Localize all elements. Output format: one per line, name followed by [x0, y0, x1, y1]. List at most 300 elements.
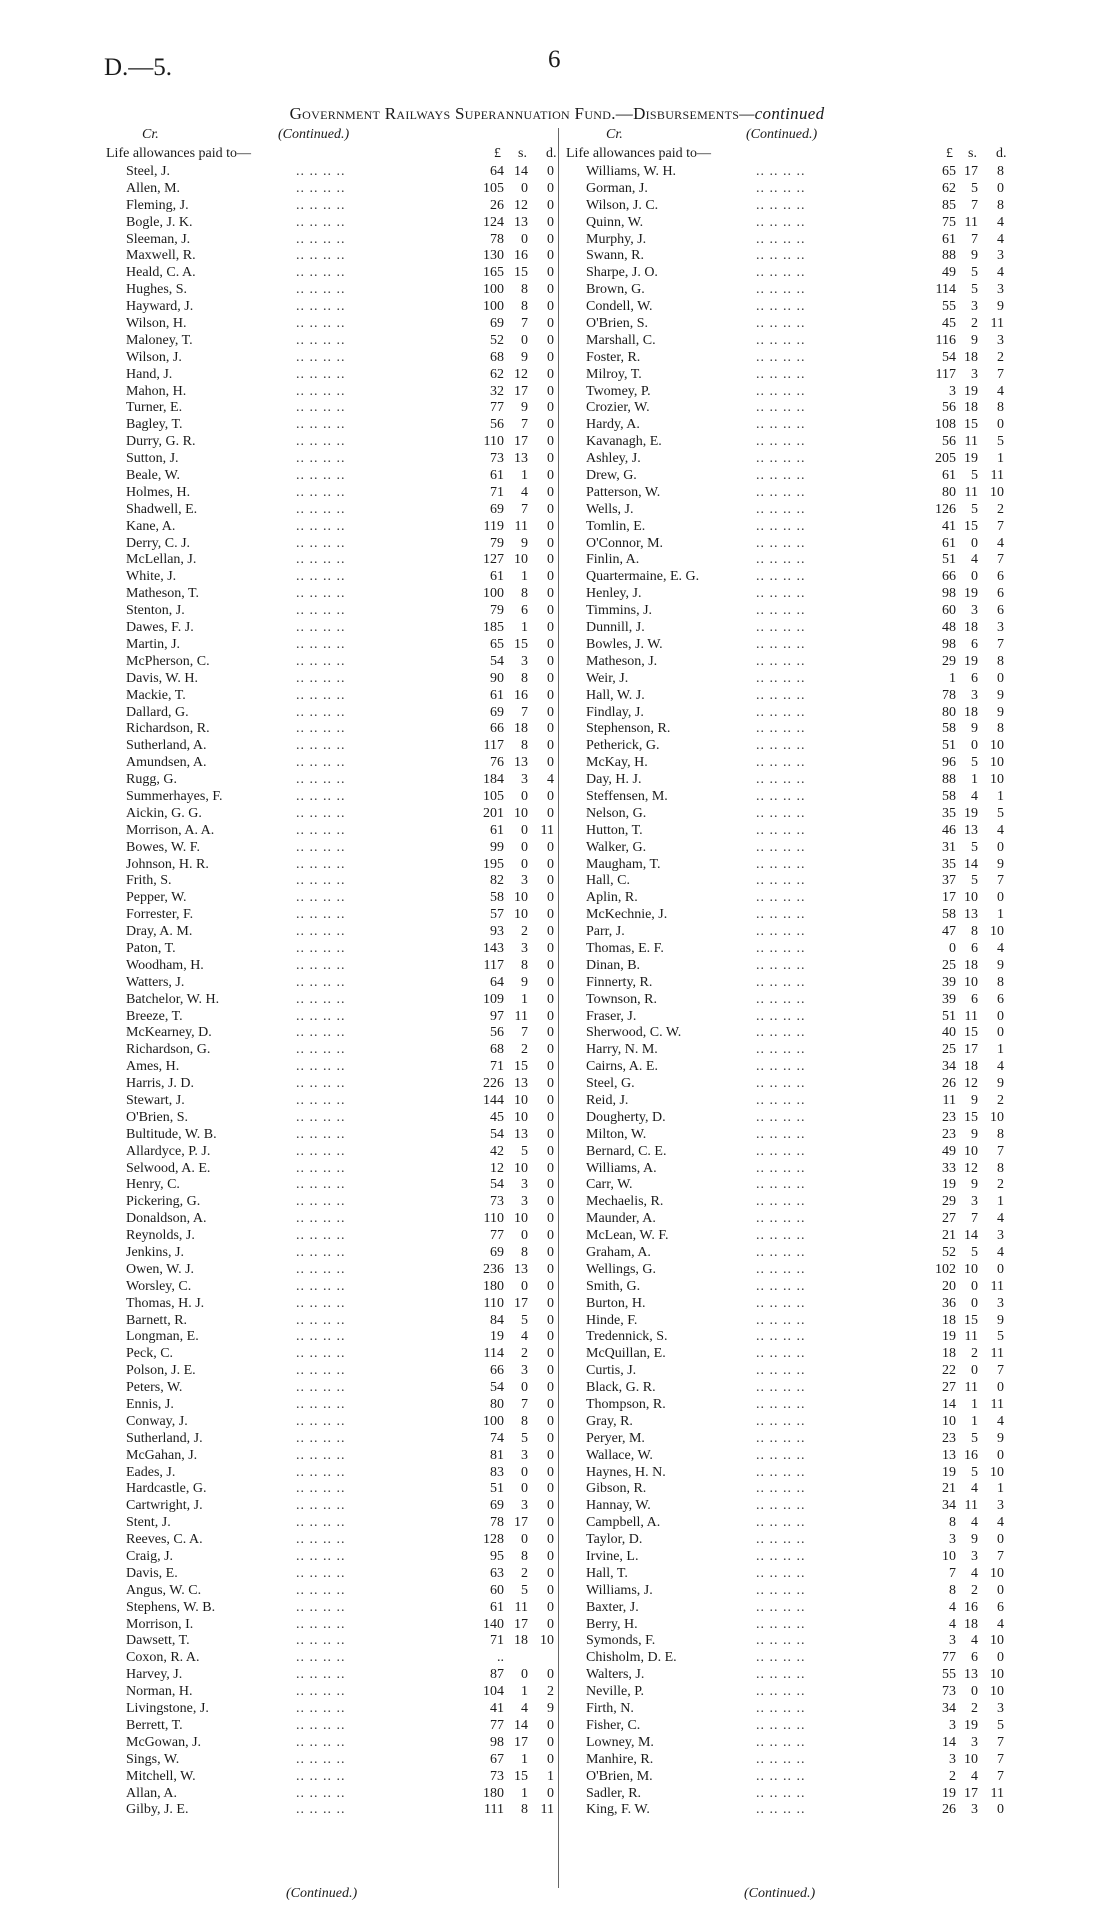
table-row [566, 299, 1012, 316]
pounds-value: 3 [949, 1633, 956, 1649]
pensioner-name: McPherson, C. [126, 653, 210, 669]
table-row [566, 1363, 1012, 1380]
pounds-value: 51 [942, 552, 956, 568]
shillings-value: 7 [971, 1211, 978, 1227]
pensioner-name: Selwood, A. E. [126, 1160, 211, 1176]
pensioner-name: Ashley, J. [586, 451, 641, 467]
table-row [106, 1431, 558, 1448]
pence-value: 10 [990, 1633, 1004, 1649]
pounds-value: 64 [490, 164, 504, 179]
shillings-value: 18 [964, 349, 978, 365]
table-row [566, 1009, 1012, 1026]
table-row [566, 1059, 1012, 1076]
leader-dots: .. .. .. .. [296, 214, 346, 230]
pence-value: 3 [997, 1701, 1004, 1717]
table-row [106, 1481, 558, 1498]
pence-value: 0 [547, 873, 554, 889]
table-row [106, 738, 558, 755]
pence-value: 7 [997, 873, 1004, 889]
page-title [0, 104, 1114, 124]
pence-value: 4 [997, 214, 1004, 230]
leader-dots: .. .. .. .. [296, 282, 346, 298]
pensioner-name: Coxon, R. A. [126, 1650, 200, 1666]
shillings-value: 11 [964, 1329, 978, 1345]
pounds-value: 105 [483, 180, 504, 196]
shillings-value: 8 [521, 670, 528, 686]
shillings-value: 19 [964, 653, 978, 669]
pensioner-name: Polson, J. E. [126, 1363, 196, 1379]
shillings-value: 19 [964, 383, 978, 399]
table-row [106, 1414, 558, 1431]
table-row [566, 1583, 1012, 1600]
pounds-value: 69 [490, 501, 504, 517]
table-row [106, 1245, 558, 1262]
pence-value: 0 [547, 1515, 554, 1531]
pence-value: 2 [547, 1684, 554, 1700]
pensioner-name: Sutton, J. [126, 451, 179, 467]
table-row [106, 215, 558, 232]
pounds-value: 71 [490, 1059, 504, 1075]
pounds-value: 66 [942, 569, 956, 585]
pensioner-name: Gilby, J. E. [126, 1802, 189, 1818]
shillings-value: 0 [521, 1380, 528, 1396]
leader-dots: .. .. .. .. [296, 1413, 346, 1429]
leader-dots: .. .. .. .. [756, 535, 806, 551]
leader-dots: .. .. .. .. [756, 417, 806, 433]
table-row [566, 1397, 1012, 1414]
pounds-value: 35 [942, 805, 956, 821]
table-row [106, 721, 558, 738]
pounds-value: 76 [490, 755, 504, 771]
leader-dots: .. .. .. .. [296, 1228, 346, 1244]
page-number: 6 [548, 46, 561, 73]
pounds-value: 95 [490, 1549, 504, 1565]
shillings-value: 17 [514, 434, 528, 450]
pence-value: 0 [547, 1109, 554, 1125]
pence-value: 6 [997, 991, 1004, 1007]
shillings-value: 17 [514, 1295, 528, 1311]
table-row [106, 1313, 558, 1330]
pence-value: 1 [997, 1194, 1004, 1210]
shillings-value: 3 [521, 772, 528, 788]
table-row [106, 1583, 558, 1600]
pensioner-name: Worsley, C. [126, 1278, 192, 1294]
pence-value: 0 [547, 1261, 554, 1277]
pensioner-name: Turner, E. [126, 400, 183, 416]
pensioner-name: Taylor, D. [586, 1532, 643, 1548]
leader-dots: .. .. .. .. [756, 957, 806, 973]
leader-dots: .. .. .. .. [296, 890, 346, 906]
leader-dots: .. .. .. .. [296, 586, 346, 602]
leader-dots: .. .. .. .. [756, 907, 806, 923]
leader-dots: .. .. .. .. [296, 518, 346, 534]
pounds-value: 69 [490, 1498, 504, 1514]
table-row [566, 384, 1012, 401]
pensioner-name: Dunnill, J. [586, 620, 645, 636]
table-row [106, 1769, 558, 1786]
pence-value: 1 [997, 788, 1004, 804]
pounds-header: £ [494, 146, 501, 161]
shillings-value: 5 [521, 1312, 528, 1328]
shillings-value: 11 [514, 518, 528, 534]
table-row [106, 1194, 558, 1211]
shillings-value: 9 [521, 349, 528, 365]
pensioner-name: McLean, W. F. [586, 1228, 669, 1244]
pence-value: 4 [547, 772, 554, 788]
pensioner-name: Frith, S. [126, 873, 172, 889]
pensioner-name: Conway, J. [126, 1413, 188, 1429]
pounds-value: 130 [483, 248, 504, 264]
pounds-value: 124 [483, 214, 504, 230]
pence-value: 10 [990, 1684, 1004, 1700]
leader-dots: .. .. .. .. [296, 197, 346, 213]
pensioner-name: Jenkins, J. [126, 1245, 184, 1260]
leader-dots: .. .. .. .. [296, 451, 346, 467]
pounds-value: 61 [490, 687, 504, 703]
pensioner-name: Haynes, H. N. [586, 1464, 666, 1480]
leader-dots: .. .. .. .. [296, 1734, 346, 1750]
leader-dots: .. .. .. .. [296, 1481, 346, 1497]
leader-dots: .. .. .. .. [296, 1650, 346, 1666]
pence-value: 11 [990, 1278, 1004, 1294]
table-row [566, 721, 1012, 738]
pence-value: 7 [997, 518, 1004, 534]
shillings-value: 11 [964, 1498, 978, 1514]
leader-dots: .. .. .. .. [756, 164, 806, 179]
shillings-value: 6 [971, 670, 978, 686]
pence-value: 0 [547, 1312, 554, 1328]
pensioner-name: Bogle, J. K. [126, 214, 193, 230]
shillings-value: 7 [521, 1025, 528, 1041]
leader-dots: .. .. .. .. [296, 535, 346, 551]
shillings-value: 9 [971, 1532, 978, 1548]
pensioner-name: Dougherty, D. [586, 1109, 666, 1125]
table-row [106, 992, 558, 1009]
table-row [566, 1161, 1012, 1178]
pence-value: 3 [997, 1498, 1004, 1514]
table-row [106, 620, 558, 637]
pounds-value: 83 [490, 1464, 504, 1480]
pounds-value: 226 [483, 1076, 504, 1092]
leader-dots: .. .. .. .. [756, 214, 806, 230]
shillings-value: 3 [521, 653, 528, 669]
pounds-value: 73 [942, 1684, 956, 1700]
shillings-value: 17 [514, 1515, 528, 1531]
leader-dots: .. .. .. .. [756, 1008, 806, 1024]
shillings-value: 15 [514, 265, 528, 281]
pensioner-name: Forrester, F. [126, 907, 194, 923]
table-row [566, 688, 1012, 705]
table-row [106, 1093, 558, 1110]
pensioner-name: O'Connor, M. [586, 535, 664, 551]
shillings-value: 5 [971, 501, 978, 517]
left-footer: (Continued.) [286, 1886, 358, 1901]
leader-dots: .. .. .. .. [296, 1008, 346, 1024]
pounds-value: 54 [490, 1177, 504, 1193]
pence-value: 0 [997, 1447, 1004, 1463]
table-row [106, 586, 558, 603]
pensioner-name: Burton, H. [586, 1295, 646, 1311]
pensioner-name: Marshall, C. [586, 332, 656, 348]
shillings-value: 13 [514, 755, 528, 771]
shillings-value: 0 [971, 1295, 978, 1311]
pensioner-name: Bultitude, W. B. [126, 1126, 217, 1142]
table-row [566, 367, 1012, 384]
shillings-value: 0 [521, 1464, 528, 1480]
pensioner-name: Thompson, R. [586, 1397, 666, 1413]
pensioner-name: Sutherland, J. [126, 1430, 203, 1446]
pence-value: 0 [547, 1616, 554, 1632]
shillings-value: 16 [514, 687, 528, 703]
pounds-value: 54 [942, 349, 956, 365]
table-row [566, 1802, 1012, 1819]
pence-value: 0 [547, 231, 554, 247]
pence-value: 4 [997, 1515, 1004, 1531]
table-row [106, 417, 558, 434]
table-row [106, 1329, 558, 1346]
table-row [566, 1532, 1012, 1549]
leader-dots: .. .. .. .. [756, 1498, 806, 1514]
pensioner-name: Dawsett, T. [126, 1633, 190, 1649]
pence-value: 0 [547, 1447, 554, 1463]
pence-value: 0 [547, 1734, 554, 1750]
leader-dots: .. .. .. .. [756, 468, 806, 484]
pence-value: 8 [997, 164, 1004, 179]
pensioner-name: Fisher, C. [586, 1717, 641, 1733]
leader-dots: .. .. .. .. [296, 1532, 346, 1548]
pensioner-name: McKearney, D. [126, 1025, 212, 1041]
pounds-value: 84 [490, 1312, 504, 1328]
pensioner-name: Johnson, H. R. [126, 856, 209, 872]
pounds-value: 111 [484, 1802, 504, 1818]
table-row [106, 1397, 558, 1414]
pounds-value: 71 [490, 484, 504, 500]
leader-dots: .. .. .. .. [296, 1380, 346, 1396]
pounds-value: 68 [490, 1042, 504, 1058]
shillings-value: 17 [514, 1734, 528, 1750]
leader-dots: .. .. .. .. [756, 197, 806, 213]
shillings-value: 9 [971, 332, 978, 348]
pounds-value: 13 [942, 1447, 956, 1463]
leader-dots: .. .. .. .. [296, 873, 346, 889]
leader-dots: .. .. .. .. [296, 1194, 346, 1210]
shillings-value: 9 [521, 535, 528, 551]
shillings-value: 15 [964, 417, 978, 433]
pence-value: 4 [997, 1245, 1004, 1260]
pensioner-name: Durry, G. R. [126, 434, 196, 450]
shillings-value: 13 [514, 214, 528, 230]
pounds-value: 45 [942, 316, 956, 332]
table-row [106, 806, 558, 823]
shillings-value: 4 [521, 484, 528, 500]
pensioner-name: Amundsen, A. [126, 755, 207, 771]
shillings-value: 10 [964, 1143, 978, 1159]
pounds-value: 2 [949, 1768, 956, 1784]
pence-value: 0 [547, 180, 554, 196]
shillings-value: 8 [971, 924, 978, 940]
leader-dots: .. .. .. .. [756, 1363, 806, 1379]
pounds-value: 17 [942, 890, 956, 906]
pence-value: 10 [990, 1565, 1004, 1581]
shillings-value: 18 [964, 1059, 978, 1075]
pounds-value: 75 [942, 214, 956, 230]
shillings-value: 10 [964, 1261, 978, 1277]
pounds-value: 165 [483, 265, 504, 281]
table-row [566, 1481, 1012, 1498]
pence-value: 11 [990, 1397, 1004, 1413]
table-row [566, 1448, 1012, 1465]
leader-dots: .. .. .. .. [756, 636, 806, 652]
pence-value: 0 [547, 400, 554, 416]
pence-value: 0 [547, 468, 554, 484]
pensioner-name: Kavanagh, E. [586, 434, 662, 450]
pence-value: 0 [997, 180, 1004, 196]
shillings-value: 9 [971, 1126, 978, 1142]
pounds-value: 54 [490, 653, 504, 669]
pensioner-name: Bowles, J. W. [586, 636, 663, 652]
pence-value: 6 [997, 1599, 1004, 1615]
leader-dots: .. .. .. .. [756, 518, 806, 534]
shillings-value: 7 [521, 704, 528, 720]
table-row [106, 857, 558, 874]
table-row [566, 1076, 1012, 1093]
pence-value: 4 [997, 231, 1004, 247]
leader-dots: .. .. .. .. [296, 501, 346, 517]
shillings-value: 5 [971, 468, 978, 484]
pensioner-name: Nelson, G. [586, 805, 647, 821]
pence-value: 0 [547, 1380, 554, 1396]
table-row [566, 1431, 1012, 1448]
pensioner-name: Peck, C. [126, 1346, 174, 1362]
pensioner-name: Harry, N. M. [586, 1042, 658, 1058]
pensioner-name: Parr, J. [586, 924, 625, 940]
pensioner-name: Rugg, G. [126, 772, 177, 788]
pence-value: 5 [997, 1329, 1004, 1345]
pounds-value: 68 [490, 349, 504, 365]
table-row [566, 857, 1012, 874]
cr-label: Cr. [606, 127, 623, 142]
pounds-value: 37 [942, 873, 956, 889]
shillings-value: 6 [521, 603, 528, 619]
table-row [106, 654, 558, 671]
leader-dots: .. .. .. .. [756, 1582, 806, 1598]
leader-dots: .. .. .. .. [756, 586, 806, 602]
shillings-value: 0 [521, 1481, 528, 1497]
pounds-value: 236 [483, 1261, 504, 1277]
pence-value: 0 [547, 535, 554, 551]
leader-dots: .. .. .. .. [296, 940, 346, 956]
shillings-value: 18 [964, 620, 978, 636]
pensioner-name: Stent, J. [126, 1515, 171, 1531]
table-row [106, 1633, 558, 1650]
pence-value: 0 [547, 282, 554, 298]
pounds-value: 45 [490, 1109, 504, 1125]
pounds-value: 78 [490, 1515, 504, 1531]
table-row [566, 941, 1012, 958]
pounds-value: 100 [483, 282, 504, 298]
pensioner-name: Shadwell, E. [126, 501, 198, 517]
shillings-value: 8 [521, 1245, 528, 1260]
pensioner-name: Sharpe, J. O. [586, 265, 658, 281]
pounds-value: 67 [490, 1751, 504, 1767]
shillings-value: 18 [514, 1633, 528, 1649]
pounds-value: 19 [942, 1785, 956, 1801]
shillings-value: 7 [971, 197, 978, 213]
leader-dots: .. .. .. .. [756, 316, 806, 332]
pounds-value: 58 [942, 788, 956, 804]
table-row [106, 1684, 558, 1701]
table-row [566, 789, 1012, 806]
leader-dots: .. .. .. .. [756, 704, 806, 720]
pence-value: 0 [547, 518, 554, 534]
table-row [566, 890, 1012, 907]
pence-value: 0 [547, 1549, 554, 1565]
pounds-value: 80 [942, 704, 956, 720]
pence-value: 4 [997, 1059, 1004, 1075]
shillings-value: 18 [964, 704, 978, 720]
pounds-value: 66 [490, 1363, 504, 1379]
shillings-value: 19 [964, 1717, 978, 1733]
pounds-value: 90 [490, 670, 504, 686]
shillings-value: 0 [521, 822, 528, 838]
leader-dots: .. .. .. .. [756, 1160, 806, 1176]
shillings-value: 8 [521, 1413, 528, 1429]
pence-value: 11 [990, 1346, 1004, 1362]
shillings-value: 7 [521, 501, 528, 517]
pence-value: 3 [997, 282, 1004, 298]
pence-value: 6 [997, 569, 1004, 585]
pence-value: 7 [997, 1751, 1004, 1767]
pence-value: 11 [540, 822, 554, 838]
shillings-value: 15 [514, 1768, 528, 1784]
pence-value: 11 [990, 468, 1004, 484]
shillings-value: 3 [971, 687, 978, 703]
leader-dots: .. .. .. .. [756, 839, 806, 855]
pounds-value: 22 [942, 1363, 956, 1379]
pence-value: 11 [990, 1785, 1004, 1801]
pensioner-name: Symonds, F. [586, 1633, 656, 1649]
leader-dots: .. .. .. .. [296, 299, 346, 315]
leader-dots: .. .. .. .. [756, 822, 806, 838]
leader-dots: .. .. .. .. [756, 1768, 806, 1784]
table-row [106, 485, 558, 502]
shillings-value: 14 [964, 1228, 978, 1244]
pounds-value: 39 [942, 991, 956, 1007]
pensioner-name: Walters, J. [586, 1667, 645, 1683]
pensioner-name: White, J. [126, 569, 177, 585]
shillings-value: 3 [521, 940, 528, 956]
table-row [566, 248, 1012, 265]
table-row [566, 1515, 1012, 1532]
pence-value: 0 [547, 569, 554, 585]
shillings-value: 19 [964, 451, 978, 467]
leader-dots: .. .. .. .. [756, 1261, 806, 1277]
pensioner-name: Hall, W. J. [586, 687, 645, 703]
pounds-value: 87 [490, 1667, 504, 1683]
pounds-value: 104 [483, 1684, 504, 1700]
pensioner-name: Richardson, G. [126, 1042, 211, 1058]
shillings-value: 0 [521, 231, 528, 247]
table-row [566, 1245, 1012, 1262]
pensioner-name: Twomey, P. [586, 383, 651, 399]
table-row [106, 1549, 558, 1566]
table-row [566, 1177, 1012, 1194]
shillings-value: 19 [964, 586, 978, 602]
pence-value: 0 [547, 1160, 554, 1176]
table-row [106, 1262, 558, 1279]
pence-value: 0 [547, 1245, 554, 1260]
shillings-value: 14 [514, 164, 528, 179]
